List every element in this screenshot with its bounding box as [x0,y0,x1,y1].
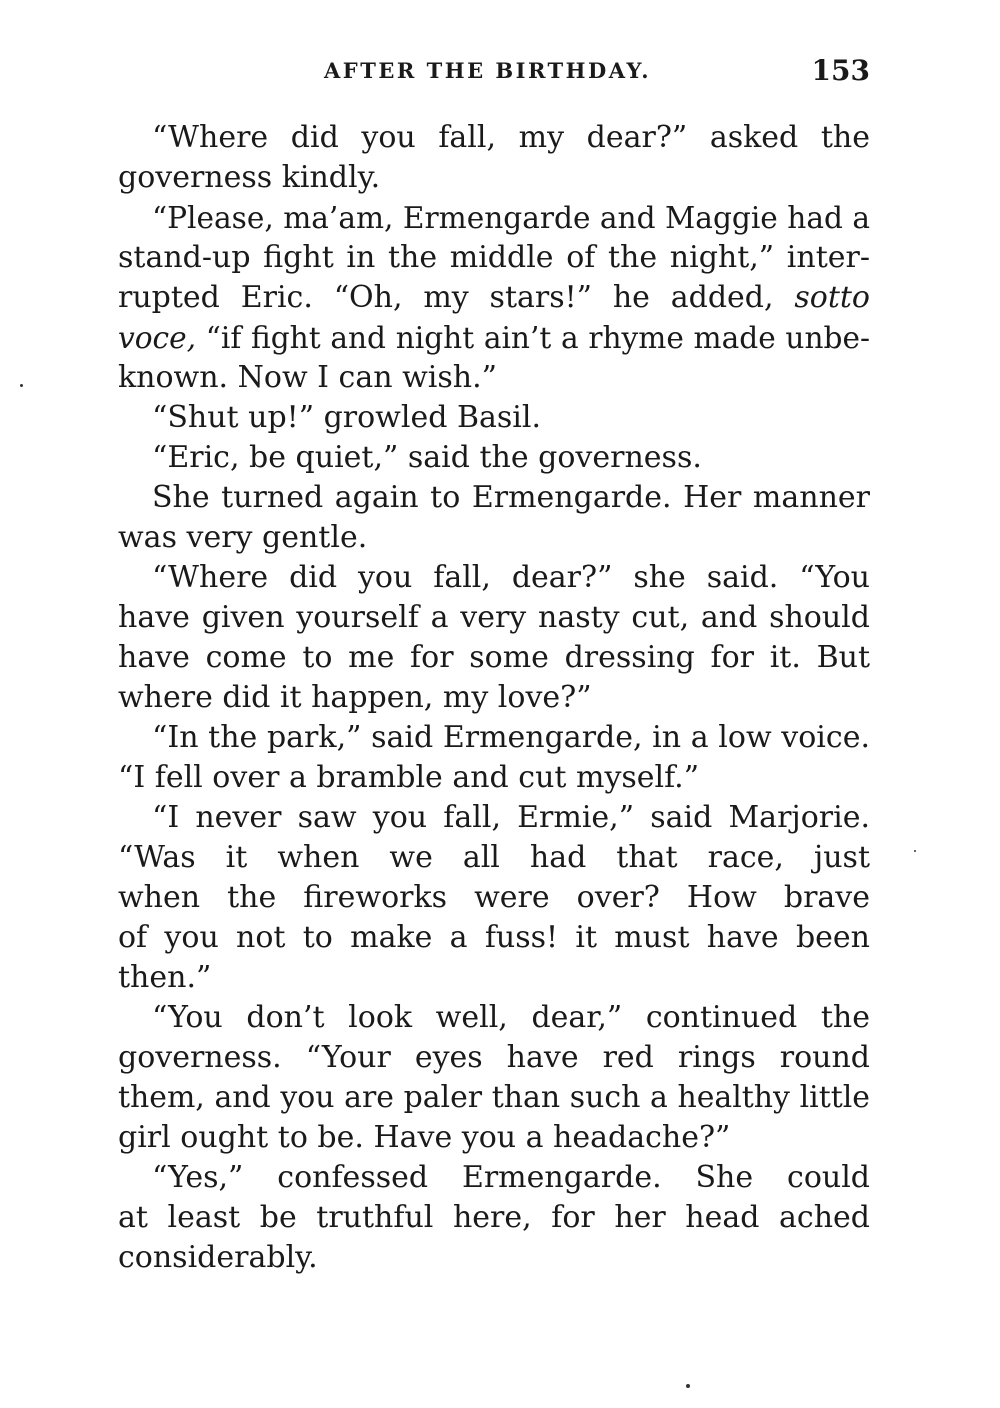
line-text: “Yes,” confessed Ermengarde. She could [152,1160,870,1195]
ink-speck [686,1384,690,1388]
text-line [118,878,870,918]
line-text: “I fell over a bramble and cut myself.” [118,760,700,795]
text-line [118,118,870,158]
page-number: 153 [811,54,870,87]
line-text: governess. “Your eyes have red rings round [118,1040,870,1075]
line-text: “Where did you fall, my dear?” asked the [152,120,870,155]
ink-speck [914,850,916,852]
text-line [118,638,870,678]
line-text: “Was it when we all had that race, just [118,840,870,875]
text-line [118,1118,870,1158]
line-text: “Where did you fall, dear?” she said. “You [152,560,870,595]
running-title: AFTER THE BIRTHDAY. [324,58,652,83]
line-text: “Please, ma’am, Ermengarde and Maggie had a [152,201,870,235]
text-line [118,1238,870,1278]
text-line [118,678,870,718]
text-line [118,358,870,398]
text-line [118,318,870,358]
line-text: “Eric, be quiet,” said the governess. [152,440,702,475]
line-text: at least be truthful here, for her head ached [118,1200,870,1235]
text-line [118,838,870,878]
line-text: them, and you are paler than such a healthy little [118,1080,870,1115]
line-text: where did it happen, my love?” [118,680,592,715]
text-line [118,438,870,478]
text-line [118,598,870,638]
text-line [118,398,870,438]
italic-phrase: voce, [118,321,197,355]
line-text: “In the park,” said Ermengarde, in a low voice. [152,720,870,755]
text-line [118,158,870,198]
line-text: known. Now I can wish.” [118,360,497,395]
text-line [118,718,870,758]
line-text: then.” [118,960,212,995]
line-text: girl ought to be. Have you a headache?” [118,1120,731,1155]
text-line [118,1158,870,1198]
text-line [118,998,870,1038]
line-text: of you not to make a fuss! it must have been [118,920,870,955]
line-text: was very gentle. [118,520,368,555]
line-text: considerably. [118,1240,318,1275]
text-line [118,558,870,598]
line-text: “if fight and night ain’t a rhyme made unbe- [196,321,870,355]
text-line [118,958,870,998]
line-text: “Shut up!” growled Basil. [152,400,542,435]
line-text: have given yourself a very nasty cut, and should [118,600,870,635]
line-text: “I never saw you fall, Ermie,” said Marjorie. [152,800,870,835]
line-text: “You don’t look well, dear,” continued the [152,1000,870,1035]
text-line [118,1078,870,1118]
italic-phrase: sotto [794,280,870,315]
line-text: when the fireworks were over? How brave [118,880,870,915]
body-text [118,118,870,1278]
text-line [118,1038,870,1078]
running-header [118,54,870,94]
text-line [118,278,870,318]
text-line [118,518,870,558]
text-line [118,918,870,958]
ink-speck [20,384,23,387]
line-text: governess kindly. [118,160,381,195]
text-line [118,198,870,238]
text-line [118,238,870,278]
line-text: rupted Eric. “Oh, my stars!” he added, [118,280,795,315]
text-line [118,1198,870,1238]
line-text: She turned again to Ermengarde. Her manner [152,480,870,515]
text-line [118,478,870,518]
text-line [118,798,870,838]
line-text: stand-up fight in the middle of the night,” inter- [118,240,870,275]
line-text: have come to me for some dressing for it. But [118,640,870,675]
text-line [118,758,870,798]
